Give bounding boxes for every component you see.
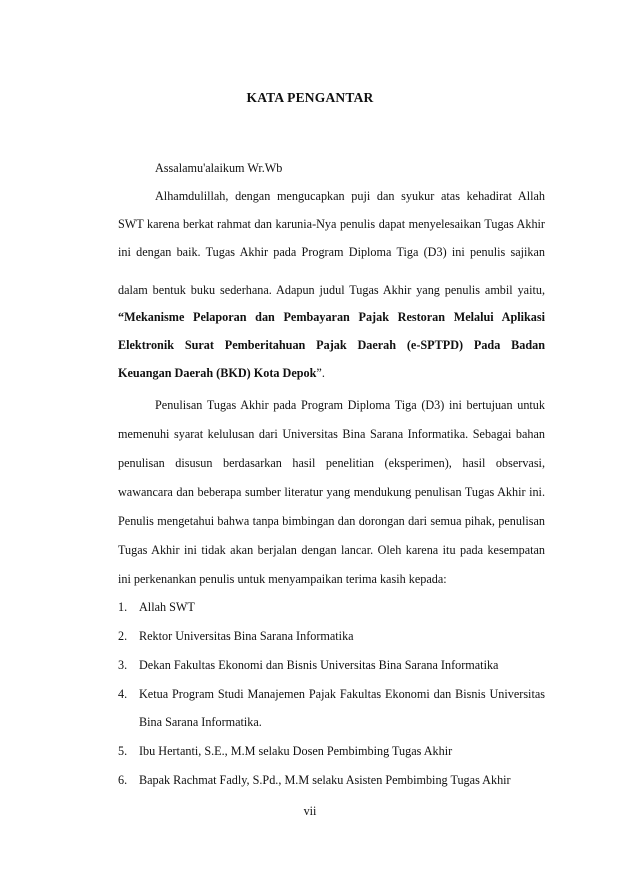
thesis-title-last-line [118, 365, 325, 381]
page-number: vii [303, 804, 317, 818]
paragraph-line: Tugas Akhir ini tidak akan berjalan dengan lancar. Oleh karena itu pada kesempatan [118, 543, 545, 557]
greeting: Assalamu'alaikum Wr.Wb [155, 161, 283, 175]
paragraph-line: Penulis mengetahui bahwa tanpa bimbingan dan dorongan dari semua pihak, penulisan [118, 514, 545, 528]
list-number: 2. [118, 629, 128, 643]
list-number: 1. [118, 600, 128, 614]
list-number: 4. [118, 687, 128, 701]
thesis-title-line: Elektronik Surat Pemberitahuan Pajak Daerah (e-SPTPD) Pada Badan [118, 338, 545, 352]
paragraph-line: penulisan disusun berdasarkan hasil penelitian (eksperimen), hasil observasi, [118, 456, 545, 470]
list-item-continuation: Bina Sarana Informatika. [139, 715, 262, 729]
list-item: Rektor Universitas Bina Sarana Informatika [139, 629, 354, 643]
list-item: Ketua Program Studi Manajemen Pajak Fakultas Ekonomi dan Bisnis Universitas [139, 687, 545, 701]
list-number: 3. [118, 658, 128, 672]
paragraph-line: memenuhi syarat kelulusan dari Universitas Bina Sarana Informatika. Sebagai bahan [118, 427, 545, 441]
paragraph-line: SWT karena berkat rahmat dan karunia-Nya penulis dapat menyelesaikan Tugas Akhir [118, 217, 545, 231]
paragraph-line: wawancara dan beberapa sumber literatur yang mendukung penulisan Tugas Akhir ini. [118, 485, 545, 499]
paragraph-line: dalam bentuk buku sederhana. Adapun judul Tugas Akhir yang penulis ambil yaitu, [118, 283, 545, 297]
thesis-title-text: Keuangan Daerah (BKD) Kota Depok [118, 366, 317, 380]
list-item: Allah SWT [139, 600, 195, 614]
list-number: 5. [118, 744, 128, 758]
list-item: Bapak Rachmat Fadly, S.Pd., M.M selaku Asisten Pembimbing Tugas Akhir [139, 773, 511, 787]
thesis-title-line: “Mekanisme Pelaporan dan Pembayaran Pajak Restoran Melalui Aplikasi [118, 310, 545, 324]
list-item: Ibu Hertanti, S.E., M.M selaku Dosen Pembimbing Tugas Akhir [139, 744, 453, 758]
paragraph-line: Penulisan Tugas Akhir pada Program Diploma Tiga (D3) ini bertujuan untuk [155, 398, 545, 412]
list-item: Dekan Fakultas Ekonomi dan Bisnis Universitas Bina Sarana Informatika [139, 658, 499, 672]
paragraph-line: ini perkenankan penulis untuk menyampaikan terima kasih kepada: [118, 572, 447, 586]
thesis-title-closing: ”. [316, 366, 325, 380]
page-title: KATA PENGANTAR [246, 90, 374, 105]
paragraph-line: Alhamdulillah, dengan mengucapkan puji dan syukur atas kehadirat Allah [155, 189, 545, 203]
paragraph-line: ini dengan baik. Tugas Akhir pada Program Diploma Tiga (D3) ini penulis sajikan [118, 245, 545, 259]
list-number: 6. [118, 773, 128, 787]
